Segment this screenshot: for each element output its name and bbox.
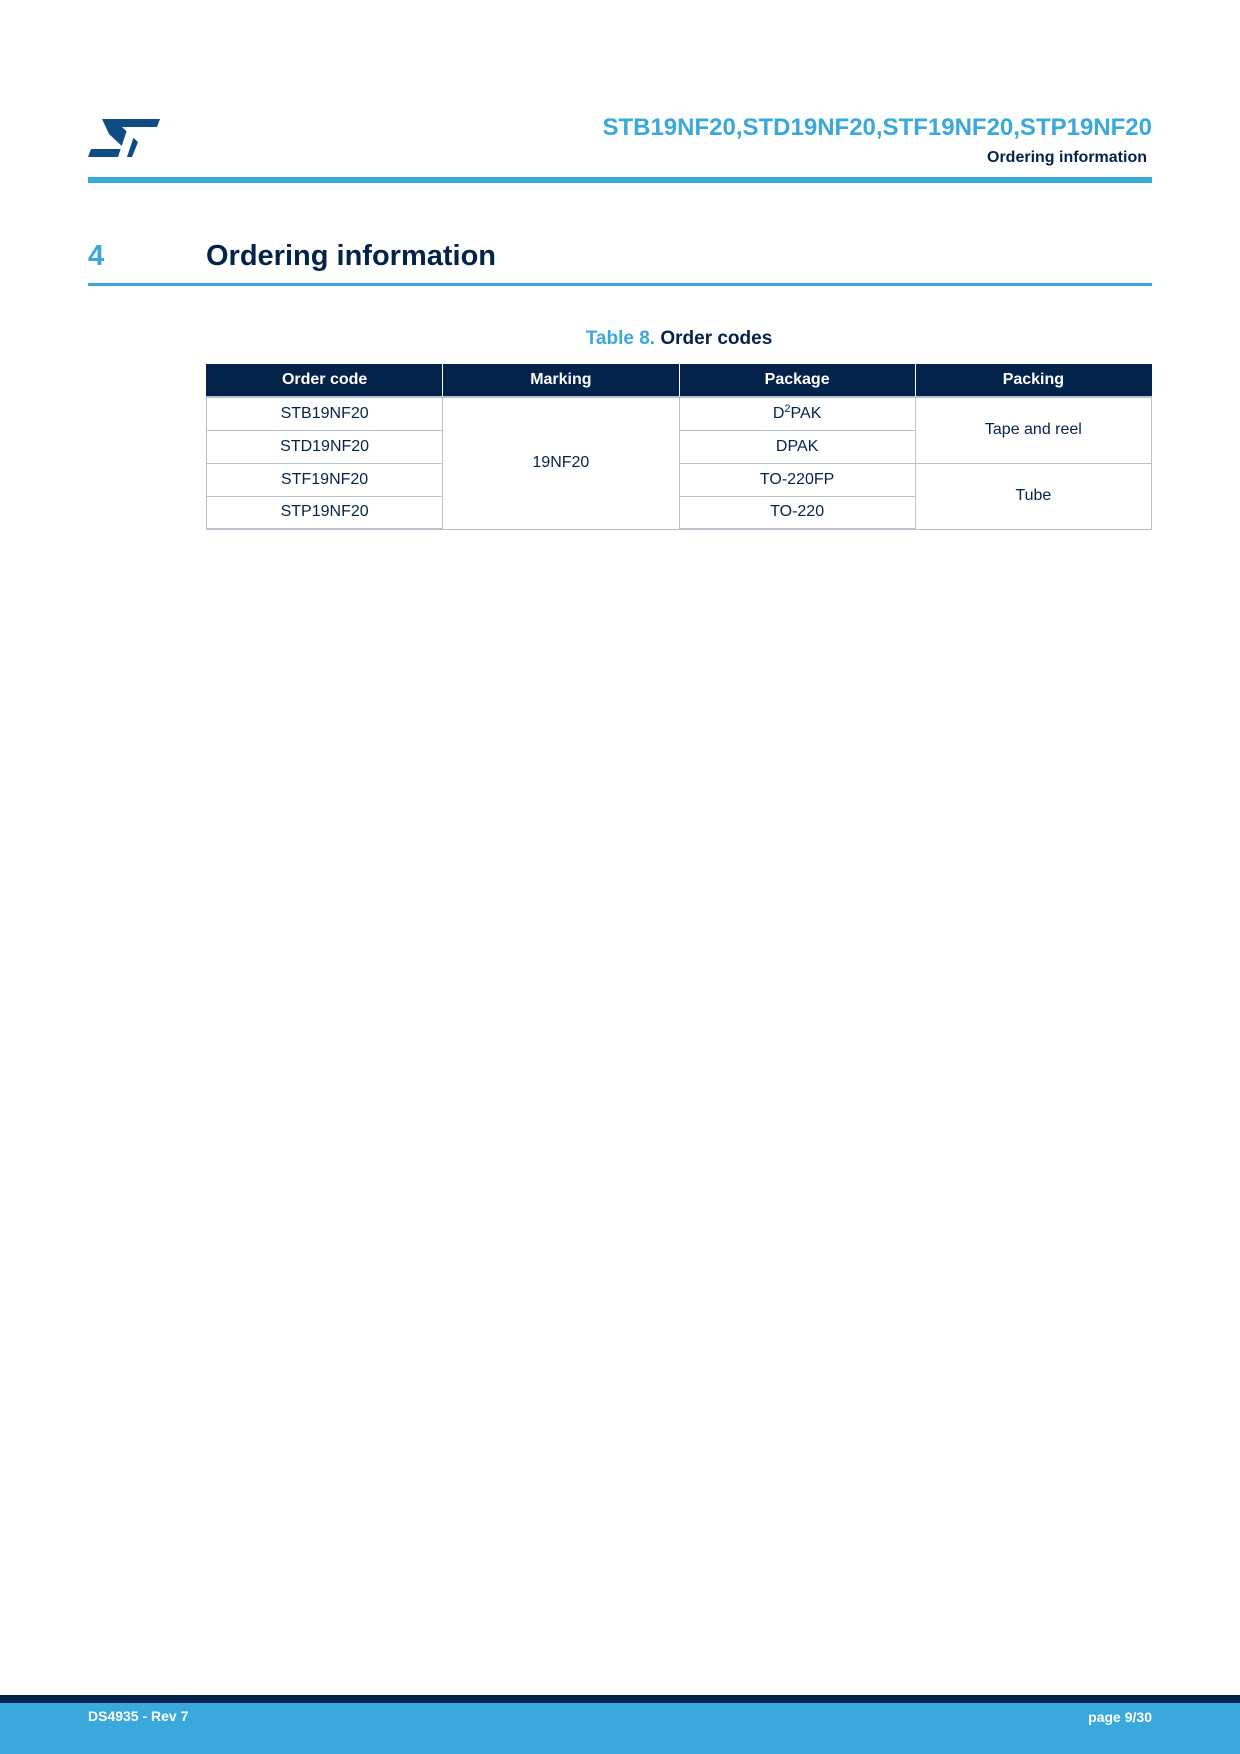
section-title: Ordering information: [206, 240, 496, 272]
order-code-cell: STD19NF20: [207, 430, 443, 463]
order-code-cell: STP19NF20: [207, 496, 443, 529]
table-row: [207, 463, 1152, 496]
section-number: 4: [88, 240, 105, 272]
package-cell: [679, 397, 915, 430]
order-code-cell: STF19NF20: [207, 463, 443, 496]
column-header-package: Package: [679, 364, 915, 397]
order-code-cell: STB19NF20: [207, 397, 443, 430]
footer-dark-band: [0, 1695, 1240, 1703]
document-subtitle: Ordering information: [987, 149, 1147, 166]
packing-cell: Tape and reel: [915, 397, 1151, 463]
package-cell: TO-220FP: [679, 463, 915, 496]
column-header-order-code: Order code: [207, 364, 443, 397]
footer-document-id: DS4935 - Rev 7: [88, 1708, 189, 1724]
section-rule: [88, 283, 1152, 286]
package-cell: DPAK: [679, 430, 915, 463]
package-rest: PAK: [790, 404, 822, 422]
table-caption-label: Table 8.: [585, 328, 656, 349]
document-title: STB19NF20,STD19NF20,STF19NF20,STP19NF20: [602, 114, 1152, 141]
st-logo: [88, 118, 160, 158]
footer-page-number: page 9/30: [1088, 1709, 1152, 1725]
table-caption-text: Order codes: [660, 328, 773, 349]
marking-cell: 19NF20: [443, 397, 679, 529]
table-row: [207, 397, 1152, 430]
table-header-row: [207, 364, 1152, 397]
column-header-marking: Marking: [443, 364, 679, 397]
packing-cell: Tube: [915, 463, 1151, 529]
column-header-packing: Packing: [915, 364, 1151, 397]
order-codes-table: [206, 364, 1152, 530]
package-cell: TO-220: [679, 496, 915, 529]
package-base: D: [772, 404, 785, 422]
package-superscript: 2: [784, 402, 791, 415]
header-rule: [88, 177, 1152, 183]
table-caption: [206, 328, 1152, 350]
